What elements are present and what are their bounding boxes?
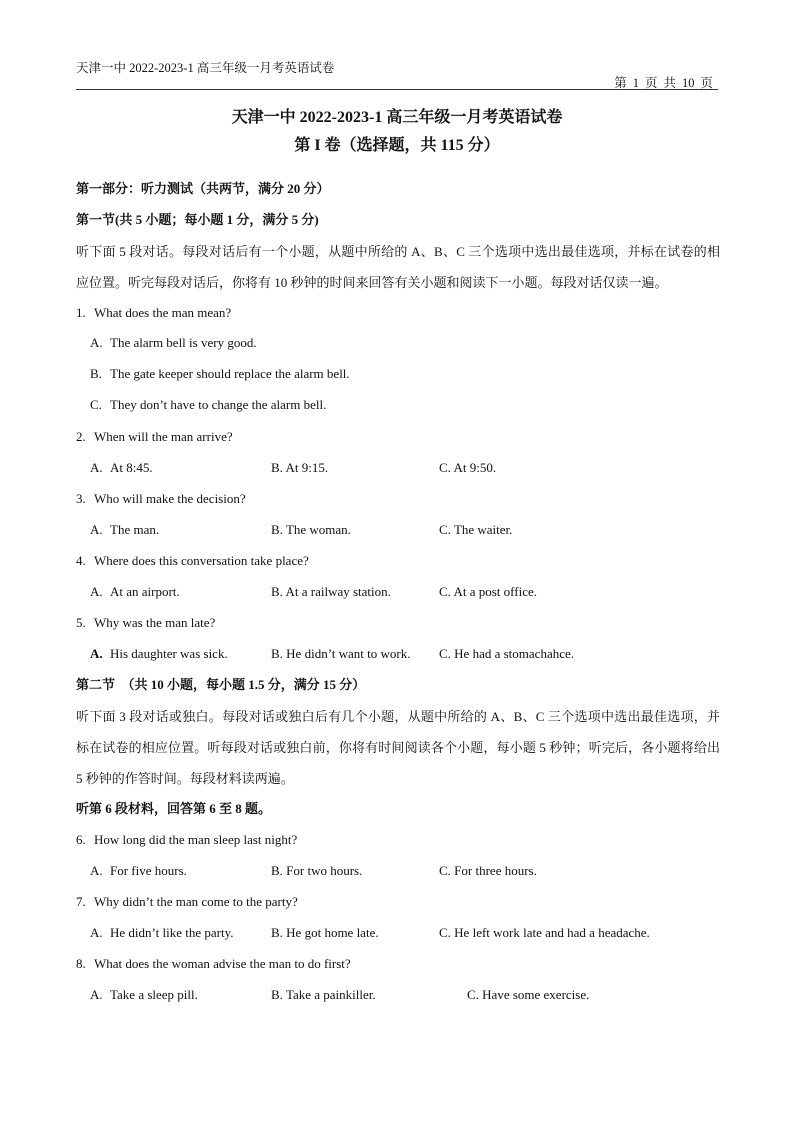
q2-options: [76, 459, 720, 490]
question-number: 5.: [76, 615, 86, 630]
option-text: He didn’t want to work.: [286, 646, 411, 661]
option-letter: A.: [90, 925, 103, 940]
exam-subtitle: 第 I 卷（选择题，共 115 分）: [294, 137, 500, 154]
option-letter: B.: [271, 987, 283, 1002]
question-number: 6.: [76, 832, 86, 847]
q4-option-c[interactable]: [439, 583, 537, 601]
exam-content: [76, 180, 720, 1017]
question-4: [76, 552, 720, 583]
option-letter: A.: [90, 335, 103, 350]
total-suffix: 页: [700, 76, 713, 90]
option-letter: A.: [90, 522, 103, 537]
question-number: 3.: [76, 491, 86, 506]
q5-option-b[interactable]: [271, 645, 411, 663]
option-letter: C.: [439, 925, 451, 940]
section2-instructions: 听下面 3 段对话或独白。每段对话或独白后有几个小题，从题中所给的 A、B、C 三个选项中选出最佳选项，并标在试卷的相应位置。听每段对话或独白前，你将有时间阅读各个小题，每小题 5 秒钟；听完后，各小题将给出 5 秒钟的作答时间。每段材料读两遍。: [76, 708, 720, 786]
q6-option-b[interactable]: [271, 862, 362, 880]
page-prefix: 第: [614, 76, 627, 90]
q5-option-c[interactable]: [439, 645, 574, 663]
question-text: Where does this conversation take place?: [94, 553, 309, 568]
option-text: At a post office.: [453, 584, 537, 599]
section2-heading: 第二节 （共 10 小题，每小题 1.5 分，满分 15 分）: [76, 677, 366, 692]
option-text: The alarm bell is very good.: [110, 335, 257, 350]
question-text: When will the man arrive?: [94, 429, 233, 444]
material-6-instruction: 听第 6 段材料，回答第 6 至 8 题。: [76, 801, 272, 816]
question-number: 2.: [76, 429, 86, 444]
option-text: At 9:50.: [453, 460, 497, 475]
option-text: Have some exercise.: [482, 987, 590, 1002]
option-letter: B.: [271, 460, 283, 475]
option-text: He didn’t like the party.: [110, 925, 234, 940]
question-number: 7.: [76, 894, 86, 909]
total-prefix: 共: [663, 76, 676, 90]
exam-title: 天津一中 2022-2023-1 高三年级一月考英语试卷: [231, 109, 563, 126]
option-text: For three hours.: [454, 863, 537, 878]
question-text: Who will make the decision?: [94, 491, 246, 506]
option-text: For five hours.: [110, 863, 187, 878]
q6-option-a[interactable]: [90, 862, 187, 880]
option-letter: A.: [90, 863, 103, 878]
question-8: [76, 955, 720, 986]
option-letter: C.: [467, 987, 479, 1002]
q7-option-a[interactable]: [90, 924, 233, 942]
question-text: Why was the man late?: [94, 615, 216, 630]
option-text: The man.: [110, 522, 160, 537]
option-letter: B.: [271, 646, 283, 661]
part1-heading: 第一部分：听力测试（共两节，满分 20 分）: [76, 181, 330, 196]
option-letter: B.: [271, 925, 283, 940]
q6-option-c[interactable]: [439, 862, 537, 880]
section1-heading: 第一节(共 5 小题；每小题 1 分，满分 5 分): [76, 212, 319, 227]
question-7: [76, 893, 720, 924]
q4-option-a[interactable]: [90, 583, 180, 601]
question-6: [76, 831, 720, 862]
q2-option-c[interactable]: [439, 459, 496, 477]
q3-options: [76, 521, 720, 552]
option-text: At 9:15.: [285, 460, 329, 475]
question-text: How long did the man sleep last night?: [94, 832, 298, 847]
q8-options: [76, 986, 720, 1017]
question-number: 1.: [76, 305, 86, 320]
total-pages: 10: [681, 76, 695, 90]
q2-option-a[interactable]: [90, 459, 153, 477]
q5-option-a[interactable]: [90, 645, 228, 663]
q3-option-c[interactable]: [439, 521, 512, 539]
option-letter: C.: [439, 522, 451, 537]
q1-option-a[interactable]: [76, 335, 720, 366]
q5-options: [76, 645, 720, 676]
q2-option-b[interactable]: [271, 459, 328, 477]
header-exam-name: 天津一中 2022-2023-1 高三年级一月考英语试卷: [76, 61, 335, 75]
q8-option-a[interactable]: [90, 986, 198, 1004]
q8-option-b[interactable]: [271, 986, 376, 1004]
q3-option-a[interactable]: [90, 521, 159, 539]
option-letter: A.: [90, 584, 103, 599]
question-text: Why didn’t the man come to the party?: [94, 894, 298, 909]
option-letter: B.: [90, 366, 102, 381]
q1-option-c[interactable]: [76, 397, 720, 428]
option-letter: C.: [439, 584, 451, 599]
option-text: The woman.: [285, 522, 351, 537]
question-5: [76, 614, 720, 645]
page-mid: 页: [644, 76, 658, 90]
option-letter: A.: [90, 646, 103, 661]
q8-option-c[interactable]: [467, 986, 589, 1004]
option-letter: B.: [271, 863, 283, 878]
question-2: [76, 428, 720, 459]
option-letter: C.: [439, 460, 451, 475]
question-number: 4.: [76, 553, 86, 568]
option-text: Take a sleep pill.: [110, 987, 198, 1002]
option-letter: B.: [271, 584, 283, 599]
option-text: He left work late and had a headache.: [454, 925, 650, 940]
option-letter: B.: [271, 522, 283, 537]
q4-option-b[interactable]: [271, 583, 391, 601]
question-number: 8.: [76, 956, 86, 971]
option-text: At 8:45.: [110, 460, 153, 475]
option-text: Take a painkiller.: [285, 987, 376, 1002]
option-letter: C.: [90, 397, 102, 412]
page-number: 1: [632, 76, 639, 90]
question-1: [76, 304, 720, 335]
option-text: The waiter.: [453, 522, 513, 537]
q4-options: [76, 583, 720, 614]
option-letter: C.: [439, 863, 451, 878]
option-text: At a railway station.: [285, 584, 391, 599]
option-text: At an airport.: [110, 584, 180, 599]
section1-instructions: 听下面 5 段对话。每段对话后有一个小题，从题中所给的 A、B、C 三个选项中选出最佳选项，并标在试卷的相应位置。听完每段对话后，你将有 10 秒钟的时间来回答有关小题和阅读下一小题。每段对话仅读一遍。: [76, 243, 720, 290]
question-3: [76, 490, 720, 521]
question-text: What does the woman advise the man to do first?: [94, 956, 351, 971]
header-divider: [76, 89, 718, 90]
option-text: The gate keeper should replace the alarm bell.: [110, 366, 350, 381]
q7-options: [76, 924, 720, 955]
option-text: They don’t have to change the alarm bell.: [110, 397, 327, 412]
question-text: What does the man mean?: [94, 305, 232, 320]
q1-option-b[interactable]: [76, 366, 720, 397]
option-letter: A.: [90, 987, 103, 1002]
option-text: He had a stomachahce.: [454, 646, 575, 661]
option-letter: A.: [90, 460, 103, 475]
q6-options: [76, 862, 720, 893]
q3-option-b[interactable]: [271, 521, 351, 539]
option-letter: C.: [439, 646, 451, 661]
option-text: He got home late.: [286, 925, 379, 940]
q7-option-b[interactable]: [271, 924, 379, 942]
q7-option-c[interactable]: [439, 924, 650, 942]
option-text: For two hours.: [286, 863, 363, 878]
option-text: His daughter was sick.: [110, 646, 228, 661]
